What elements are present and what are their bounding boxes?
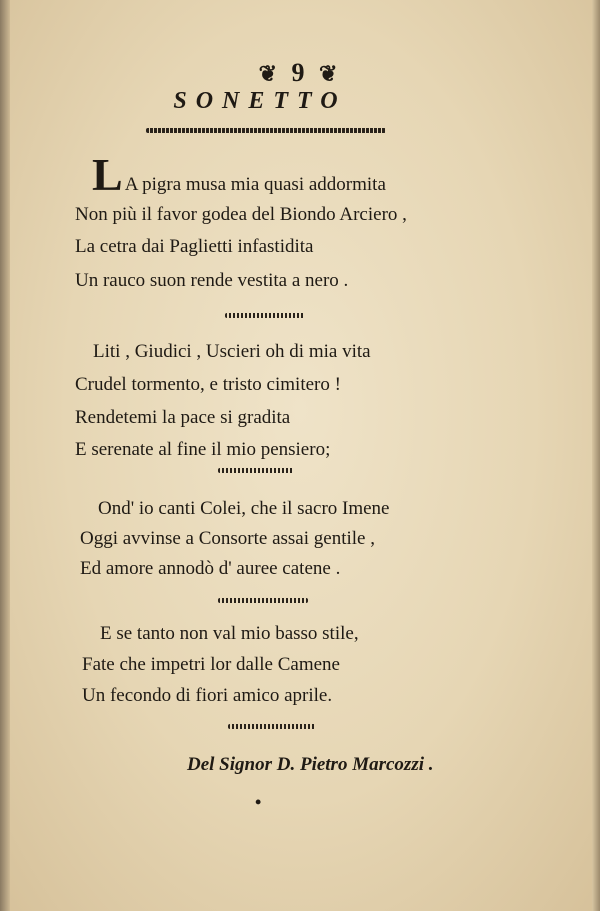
verse-line: La cetra dai Paglietti infastidita <box>75 236 314 257</box>
page-edge-right <box>592 0 600 911</box>
verse-line: Oggi avvinse a Consorte assai gentile , <box>80 528 375 549</box>
ornament-right-icon: ❦ <box>319 61 342 86</box>
verse-line: Ond' io canti Colei, che il sacro Imene <box>98 498 390 519</box>
verse-line: Non più il favor godea del Biondo Arciero , <box>75 204 407 225</box>
verse-text: A pigra musa mia quasi addormita <box>124 174 386 195</box>
closing-mark: • <box>255 792 262 812</box>
verse-line: Ed amore annodò d' auree catene . <box>80 558 341 579</box>
drop-cap: L <box>92 149 123 200</box>
verse-line: Liti , Giudici , Uscieri oh di mia vita <box>93 341 371 362</box>
verse-line: Un rauco suon rende vestita a nero . <box>75 270 349 291</box>
verse-line: E se tanto non val mio basso stile, <box>100 623 359 644</box>
author-attribution: Del Signor D. Pietro Marcozzi . <box>187 754 434 775</box>
ornament-left-icon: ❦ <box>258 61 281 86</box>
poem-title: SONETTO <box>173 88 347 114</box>
page-header <box>0 58 600 88</box>
verse-line: Un fecondo di fiori amico aprile. <box>82 685 333 706</box>
page-number: 9 <box>291 58 309 87</box>
stanza-separator <box>218 468 294 473</box>
verse-line <box>92 149 386 200</box>
stanza-separator <box>225 313 305 318</box>
stanza-separator <box>218 598 308 603</box>
verse-line: Fate che impetri lor dalle Camene <box>82 654 340 675</box>
title-rule <box>146 128 386 133</box>
page-edge-left <box>0 0 10 911</box>
stanza-separator <box>228 724 316 729</box>
verse-line: E serenate al fine il mio pensiero; <box>75 439 331 460</box>
verse-line: Crudel tormento, e tristo cimitero ! <box>75 374 341 395</box>
verse-line: Rendetemi la pace si gradita <box>75 407 291 428</box>
